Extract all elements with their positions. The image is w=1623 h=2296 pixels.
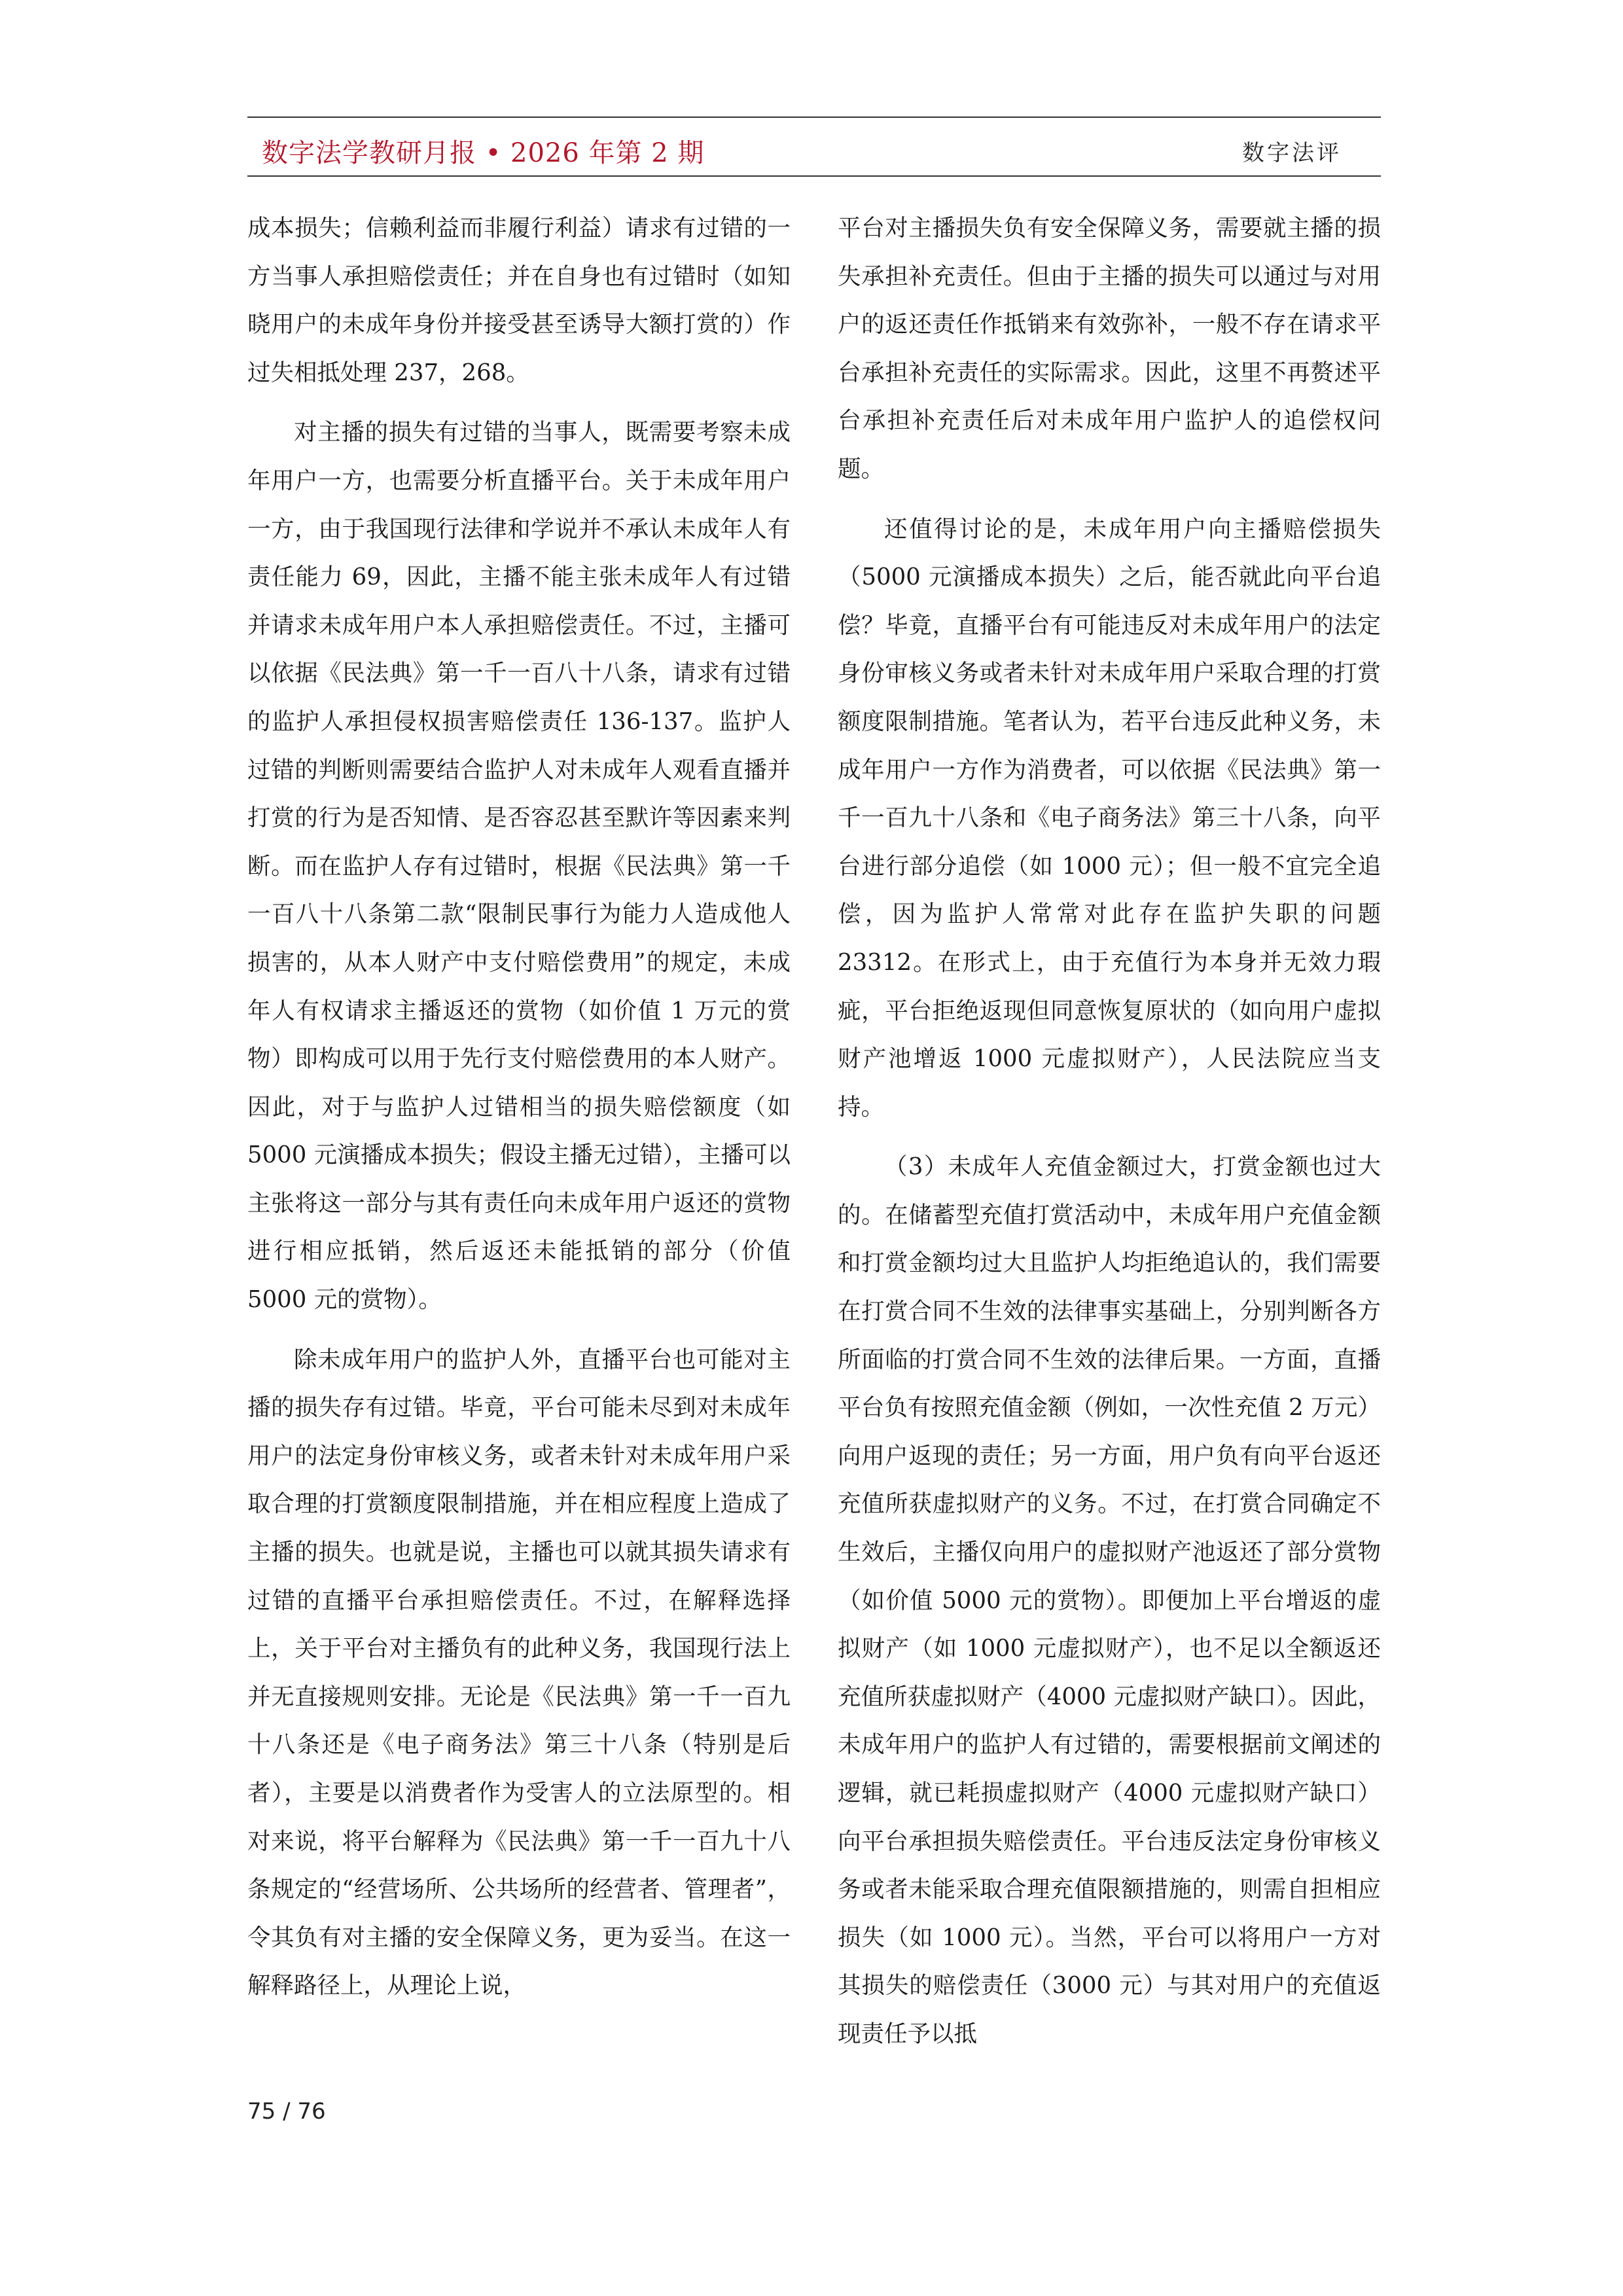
paragraph: 对主播的损失有过错的当事人，既需要考察未成年用户一方，也需要分析直播平台。关于未成年用户一方，由于我国现行法律和学说并不承认未成年人有责任能力 69，因此，主播不能主张未成年人有过错并请求未成年用户本人承担赔偿责任。不过，主播可以依据《民法典》第一千一百八十八条，请求有过错的监护人承担侵权损害赔偿责任 136-137。监护人过错的判断则需要结合监护人对未成年人观看直播并打赏的行为是否知情、是否容忍甚至默许等因素来判断。而在监护人存有过错时，根据《民法典》第一千一百八十八条第二款“限制民事行为能力人造成他人损害的，从本人财产中支付赔偿费用”的规定，未成年人有权请求主播返还的赏物（如价值 1 万元的赏物）即构成可以用于先行支付赔偿费用的本人财产。因此，对于与监护人过错相当的损失赔偿额度（如 5000 元演播成本损失；假设主播无过错），主播可以主张将这一部分与其有责任向未成年用户返还的赏物进行相应抵销，然后返还未能抵销的部分（价值 5000 元的赏物）。: [247, 419, 791, 1314]
paragraph: （3）未成年人充值金额过大，打赏金额也过大的。在储蓄型充值打赏活动中，未成年用户充值金额和打赏金额均过大且监护人均拒绝追认的，我们需要在打赏合同不生效的法律事实基础上，分别判断各方所面临的打赏合同不生效的法律后果。一方面，直播平台负有按照充值金额（例如，一次性充值 2 万元）向用户返现的责任；另一方面，用户负有向平台返还充值所获虚拟财产的义务。不过，在打赏合同确定不生效后，主播仅向用户的虚拟财产池返还了部分赏物（如价值 5000 元的赏物）。即便加上平台增返的虚拟财产（如 1000 元虚拟财产），也不足以全额返还充值所获虚拟财产（4000 元虚拟财产缺口）。因此，未成年用户的监护人有过错的，需要根据前文阐述的逻辑，就已耗损虚拟财产（4000 元虚拟财产缺口）向平台承担损失赔偿责任。平台违反法定身份审核义务或者未能采取合理充值限额措施的，则需自担相应损失（如 1000 元）。当然，平台可以将用户一方对其损失的赔偿责任（3000 元）与其对用户的充值返现责任予以抵: [838, 1153, 1381, 2047]
page-header: [247, 117, 1381, 177]
journal-title: 数字法学教研月报 • 2026 年第 2 期: [262, 138, 705, 168]
right-column: [838, 204, 1381, 2070]
paragraph: 除未成年用户的监护人外，直播平台也可能对主播的损失存有过错。毕竟，平台可能未尽到对未成年用户的法定身份审核义务，或者未针对未成年用户采取合理的打赏额度限制措施，并在相应程度上造成了主播的损失。也就是说，主播也可以就其损失请求有过错的直播平台承担赔偿责任。不过，在解释选择上，关于平台对主播负有的此种义务，我国现行法上并无直接规则安排。无论是《民法典》第一千一百九十八条还是《电子商务法》第三十八条（特别是后者），主要是以消费者作为受害人的立法原型的。相对来说，将平台解释为《民法典》第一千一百九十八条规定的“经营场所、公共场所的经营者、管理者”，令其负有对主播的安全保障义务，更为妥当。在这一解释路径上，从理论上说，: [247, 1346, 791, 2000]
section-name: 数字法评: [1242, 140, 1342, 166]
left-column: [247, 204, 791, 2022]
paragraph: 还值得讨论的是，未成年用户向主播赔偿损失（5000 元演播成本损失）之后，能否就此向平台追偿？毕竟，直播平台有可能违反对未成年用户的法定身份审核义务或者未针对未成年用户采取合理的打赏额度限制措施。笔者认为，若平台违反此种义务，未成年用户一方作为消费者，可以依据《民法典》第一千一百九十八条和《电子商务法》第三十八条，向平台进行部分追偿（如 1000 元）；但一般不宜完全追偿，因为监护人常常对此存在监护失职的问题 23312。在形式上，由于充值行为本身并无效力瑕疵，平台拒绝返现但同意恢复原状的（如向用户虚拟财产池增返 1000 元虚拟财产），人民法院应当支持。: [838, 515, 1381, 1121]
paragraph: 成本损失；信赖利益而非履行利益）请求有过错的一方当事人承担赔偿责任；并在自身也有过错时（如知晓用户的未成年身份并接受甚至诱导大额打赏的）作过失相抵处理 237，268。: [247, 215, 791, 386]
page-number: 75 / 76: [247, 2098, 326, 2125]
paragraph: 平台对主播损失负有安全保障义务，需要就主播的损失承担补充责任。但由于主播的损失可以通过与对用户的返还责任作抵销来有效弥补，一般不存在请求平台承担补充责任的实际需求。因此，这里不再赘述平台承担补充责任后对未成年用户监护人的追偿权问题。: [838, 215, 1381, 482]
